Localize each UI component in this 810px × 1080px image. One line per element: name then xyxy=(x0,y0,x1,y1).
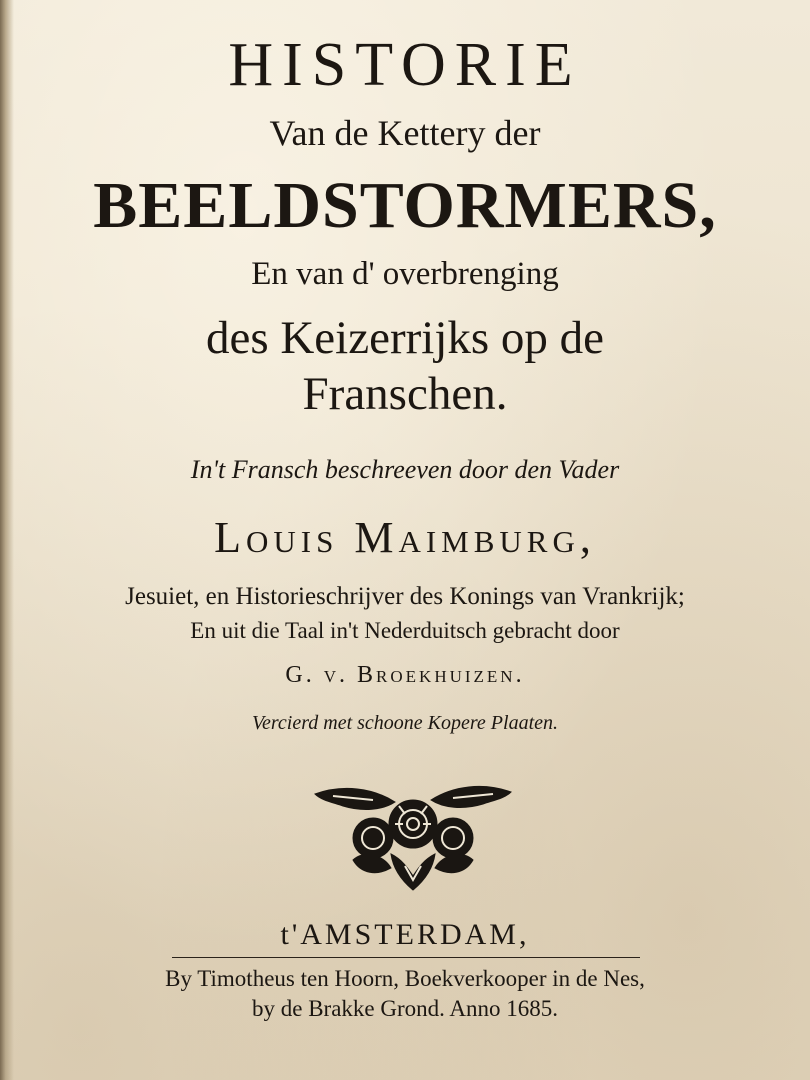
imprint-city: t'AMSTERDAM, xyxy=(280,918,530,951)
page-title: HISTORIE xyxy=(228,31,582,99)
imprint-rule xyxy=(172,957,640,958)
subtitle-line-2: En van d' overbrenging xyxy=(251,256,559,292)
subtitle-line-3: des Keizerrijks op de xyxy=(205,312,605,364)
main-title: BEELDSTORMERS, xyxy=(93,169,717,242)
author-name: Louis Maimburg, xyxy=(214,513,596,562)
subtitle-line-4: Franschen. xyxy=(302,368,508,420)
author-role-2: En uit die Taal in't Nederduitsch gebracht door xyxy=(190,618,620,643)
subtitle-line-1: Van de Kettery der xyxy=(269,113,541,153)
translation-note: In't Fransch beschreeven door den Vader xyxy=(190,455,620,484)
publisher-line-2: by de Brakke Grond. Anno 1685. xyxy=(252,996,558,1021)
translator-name: G. v. Broekhuizen. xyxy=(285,662,525,688)
author-role-1: Jesuiet, en Historieschrijver des Konings van Vrankrijk; xyxy=(125,583,685,610)
floral-woodcut-icon xyxy=(313,780,513,895)
plates-note: Vercierd met schoone Kopere Plaaten. xyxy=(251,712,559,734)
publisher-line-1: By Timotheus ten Hoorn, Boekverkooper in de Nes, xyxy=(165,966,645,991)
